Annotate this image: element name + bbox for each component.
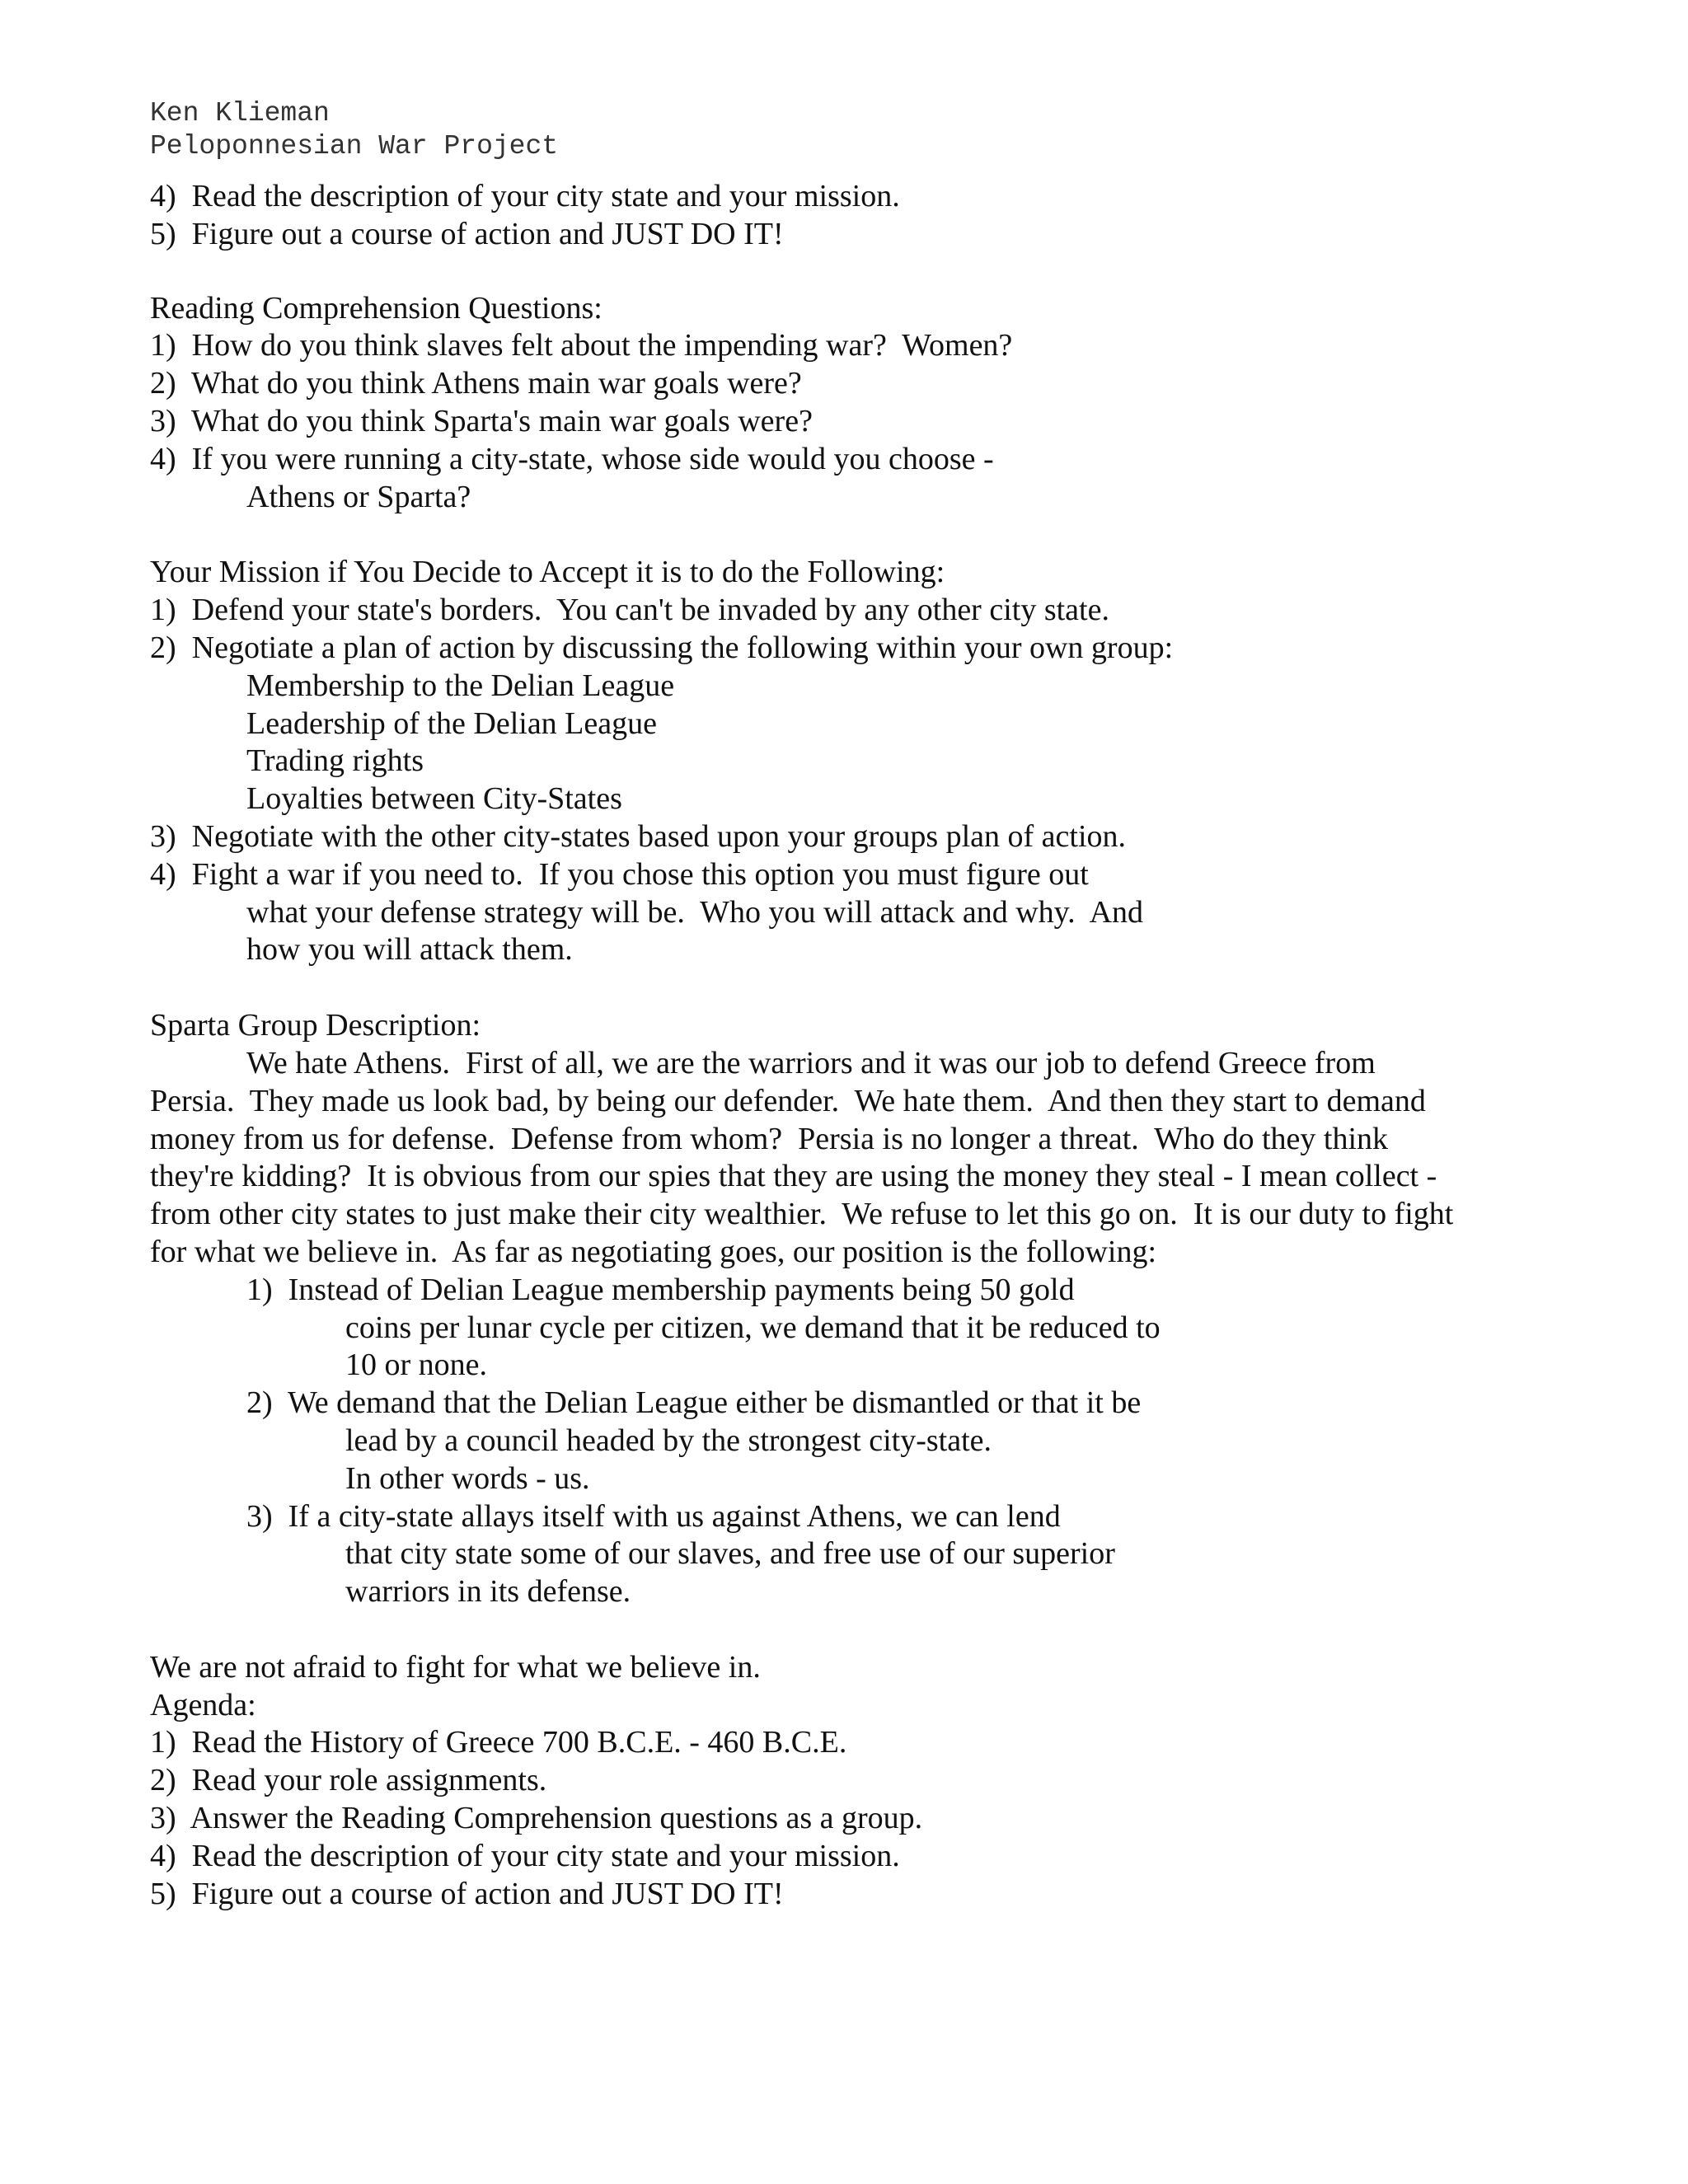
question-2: 2) What do you think Athens main war goals were?	[150, 366, 802, 401]
sparta-section	[150, 1007, 1551, 1611]
question-4-continuation: Athens or Sparta?	[246, 479, 471, 514]
sparta-position-3: 3) If a city-state allays itself with us against Athens, we can lend	[246, 1498, 1061, 1534]
sparta-paragraph-line: Persia. They made us look bad, by being our defender. We hate them. And then they start to demand	[150, 1083, 1426, 1118]
top-steps	[150, 178, 1551, 254]
mission-sub-item: Trading rights	[246, 743, 424, 779]
sparta-position-1-continuation: 10 or none.	[345, 1347, 488, 1383]
questions-heading: Reading Comprehension Questions:	[150, 290, 603, 326]
sparta-paragraph-line: money from us for defense. Defense from whom? Persia is no longer a threat. Who do they think	[150, 1121, 1389, 1156]
mission-item-2: 2) Negotiate a plan of action by discussing the following within your own group:	[150, 630, 1174, 665]
sparta-paragraph-line: for what we believe in. As far as negotiating goes, our position is the following:	[150, 1234, 1157, 1269]
question-1: 1) How do you think slaves felt about the impending war? Women?	[150, 328, 1013, 363]
mission-item-3: 3) Negotiate with the other city-states based upon your groups plan of action.	[150, 818, 1127, 854]
sparta-position-2-continuation: lead by a council headed by the strongest city-state.	[345, 1422, 992, 1458]
sparta-position-1: 1) Instead of Delian League membership payments being 50 gold	[246, 1272, 1075, 1307]
document-header	[150, 97, 1551, 163]
agenda-item-4: 4) Read the description of your city state and your mission.	[150, 1838, 900, 1873]
mission-sub-item: Leadership of the Delian League	[246, 705, 657, 741]
top-step-5: 5) Figure out a course of action and JUST DO IT!	[150, 216, 784, 251]
closing-section	[150, 1649, 1551, 1914]
sparta-position-3-continuation: that city state some of our slaves, and free use of our superior	[345, 1536, 1115, 1572]
sparta-position-2: 2) We demand that the Delian League either be dismantled or that it be	[246, 1385, 1142, 1421]
closing-statement: We are not afraid to fight for what we believe in.	[150, 1649, 761, 1685]
mission-item-4: 4) Fight a war if you need to. If you chose this option you must figure out	[150, 856, 1089, 892]
agenda-item-1: 1) Read the History of Greece 700 B.C.E. - 460 B.C.E.	[150, 1725, 847, 1760]
sparta-paragraph-line: they're kidding? It is obvious from our spies that they are using the money they steal - I mean collect -	[150, 1159, 1437, 1194]
questions-section	[150, 290, 1551, 517]
mission-item-4-continuation: how you will attack them.	[246, 932, 573, 968]
question-3: 3) What do you think Sparta's main war goals were?	[150, 403, 813, 438]
sparta-position-3-continuation: warriors in its defense.	[345, 1574, 631, 1610]
sparta-paragraph-line: We hate Athens. First of all, we are the warriors and it was our job to defend Greece from	[246, 1045, 1376, 1080]
mission-item-1: 1) Defend your state's borders. You can't be invaded by any other city state.	[150, 593, 1109, 628]
project-title: Peloponnesian War Project	[150, 131, 559, 162]
question-4: 4) If you were running a city-state, whose side would you choose -	[150, 441, 994, 476]
sparta-position-1-continuation: coins per lunar cycle per citizen, we demand that it be reduced to	[345, 1310, 1160, 1345]
agenda-item-3: 3) Answer the Reading Comprehension questions as a group.	[150, 1801, 923, 1836]
mission-sub-item: Loyalties between City-States	[246, 781, 622, 817]
mission-sub-item: Membership to the Delian League	[246, 668, 675, 703]
sparta-heading: Sparta Group Description:	[150, 1008, 481, 1043]
mission-heading: Your Mission if You Decide to Accept it is to do the Following:	[150, 555, 945, 590]
author-name: Ken Klieman	[150, 98, 330, 129]
agenda-item-5: 5) Figure out a course of action and JUST DO IT!	[150, 1876, 784, 1911]
document-page	[150, 97, 1551, 1913]
mission-item-4-continuation: what your defense strategy will be. Who you will attack and why. And	[246, 894, 1144, 930]
mission-section	[150, 554, 1551, 969]
sparta-paragraph-line: from other city states to just make their city wealthier. We refuse to let this go on. It is our duty to fight	[150, 1197, 1454, 1232]
agenda-heading: Agenda:	[150, 1687, 256, 1722]
agenda-item-2: 2) Read your role assignments.	[150, 1763, 547, 1798]
sparta-position-2-continuation: In other words - us.	[345, 1460, 590, 1496]
top-step-4: 4) Read the description of your city state and your mission.	[150, 179, 900, 213]
